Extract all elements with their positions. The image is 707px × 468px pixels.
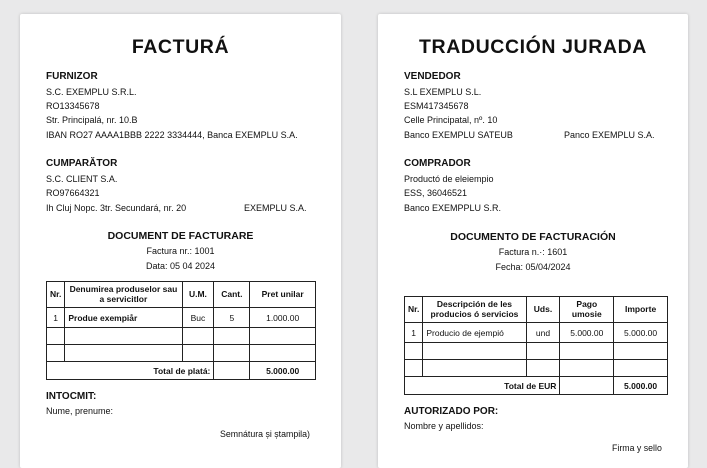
customer-name: S.C. CLIENT S.A. — [46, 174, 118, 184]
document-title: DOCUMENTO DE FACTURACIÓN — [450, 231, 616, 243]
column-header-units: Uds. — [526, 297, 560, 323]
name-line: Nombre y apellidos: — [404, 421, 484, 431]
customer-reg: RO97664321 — [46, 188, 100, 198]
supplier-heading: FURNIZOR — [46, 71, 98, 82]
total-label: Total de platá: — [47, 362, 214, 380]
buyer-name: Productó de eleiempio — [404, 174, 494, 184]
column-header-description: Denumirea produselor sau a servicitlor — [65, 282, 182, 308]
seller-bank-secondary: Panco EXEMPLU S.A. — [564, 130, 655, 140]
authorized-by-heading: AUTORIZADO POR: — [404, 406, 499, 417]
invoice-date: Fecha: 05/04/2024 — [495, 262, 571, 272]
supplier-bank: IBAN RO27 AAAA1BBB 2222 3334444, Banca EXEMPLU S.A. — [46, 130, 298, 140]
invoice-title: FACTURÁ — [131, 36, 230, 58]
table-row-empty — [47, 328, 316, 345]
buyer-reg: ESS, 36046521 — [404, 188, 468, 198]
column-header-unit-price: Pago umosie — [560, 297, 614, 323]
customer-address: Ih Cluj Nopc. 3tr. Secundará, nr. 20 — [46, 203, 187, 213]
table-row-empty — [405, 343, 668, 360]
table-total-row — [47, 362, 316, 380]
document-title: DOCUMENT DE FACTURARE — [107, 230, 254, 242]
column-header-amount: Importe — [614, 297, 668, 323]
cell-unit: Buc — [182, 308, 214, 328]
table-header-row — [47, 282, 316, 308]
seller-name: S.L EXEMPLU S.L. — [404, 87, 482, 97]
cell-description: Producio de ejempió — [423, 323, 526, 343]
cell-nr: 1 — [47, 308, 65, 328]
buyer-bank: Banco EXEMPPLU S.R. — [404, 203, 502, 213]
column-header-unit: U.M. — [182, 282, 214, 308]
cell-unit-price: 5.000.00 — [560, 323, 614, 343]
name-line: Nume, prenume: — [46, 406, 114, 416]
customer-heading: CUMPARĂTOR — [46, 158, 118, 169]
invoice-number: Factura n.·: 1601 — [498, 247, 568, 257]
seller-reg: ESM417345678 — [404, 101, 469, 111]
table-row-empty — [405, 360, 668, 377]
items-table — [404, 296, 668, 395]
translation-title: TRADUCCIÓN JURADA — [419, 36, 647, 58]
cell-quantity: 5 — [214, 308, 250, 328]
cell-nr: 1 — [405, 323, 423, 343]
table-row-empty — [47, 345, 316, 362]
table-row — [405, 323, 668, 343]
column-header-quantity: Cant. — [214, 282, 250, 308]
table-row — [47, 308, 316, 328]
table-header-row — [405, 297, 668, 323]
cell-amount: 5.000.00 — [614, 323, 668, 343]
supplier-address: Str. Principalá, nr. 10.B — [46, 115, 138, 125]
total-value: 5.000.00 — [614, 377, 668, 395]
buyer-heading: COMPRADOR — [404, 158, 471, 169]
cell-unit-price: 1.000.00 — [250, 308, 316, 328]
invoice-page-romanian — [20, 14, 341, 468]
total-label: Total de EUR — [405, 377, 560, 395]
total-value: 5.000.00 — [250, 362, 316, 380]
column-header-nr: Nr. — [405, 297, 423, 323]
items-table — [46, 281, 316, 380]
prepared-by-heading: INTOCMIT: — [46, 391, 97, 402]
column-header-unit-price: Pret unilar — [250, 282, 316, 308]
column-header-nr: Nr. — [47, 282, 65, 308]
supplier-reg: RO13345678 — [46, 101, 100, 111]
seller-heading: VENDEDOR — [404, 71, 461, 82]
column-header-description: Descripción de les producios ó servicios — [423, 297, 526, 323]
invoice-number: Factura nr.: 1001 — [146, 246, 215, 256]
seller-bank: Banco EXEMPLU SATEUB — [404, 130, 513, 140]
seller-address: Celle Principatal, nº. 10 — [404, 115, 498, 125]
invoice-page-spanish — [378, 14, 688, 468]
table-total-row — [405, 377, 668, 395]
invoice-date: Data: 05 04 2024 — [145, 261, 216, 271]
signature-stamp-line: Semnátura și ștampila) — [220, 429, 310, 439]
cell-description: Produe exempiår — [65, 308, 182, 328]
customer-bank: EXEMPLU S.A. — [244, 203, 307, 213]
supplier-name: S.C. EXEMPLU S.R.L. — [46, 87, 137, 97]
cell-units: und — [526, 323, 560, 343]
signature-stamp-line: Firma y sello — [612, 443, 662, 453]
